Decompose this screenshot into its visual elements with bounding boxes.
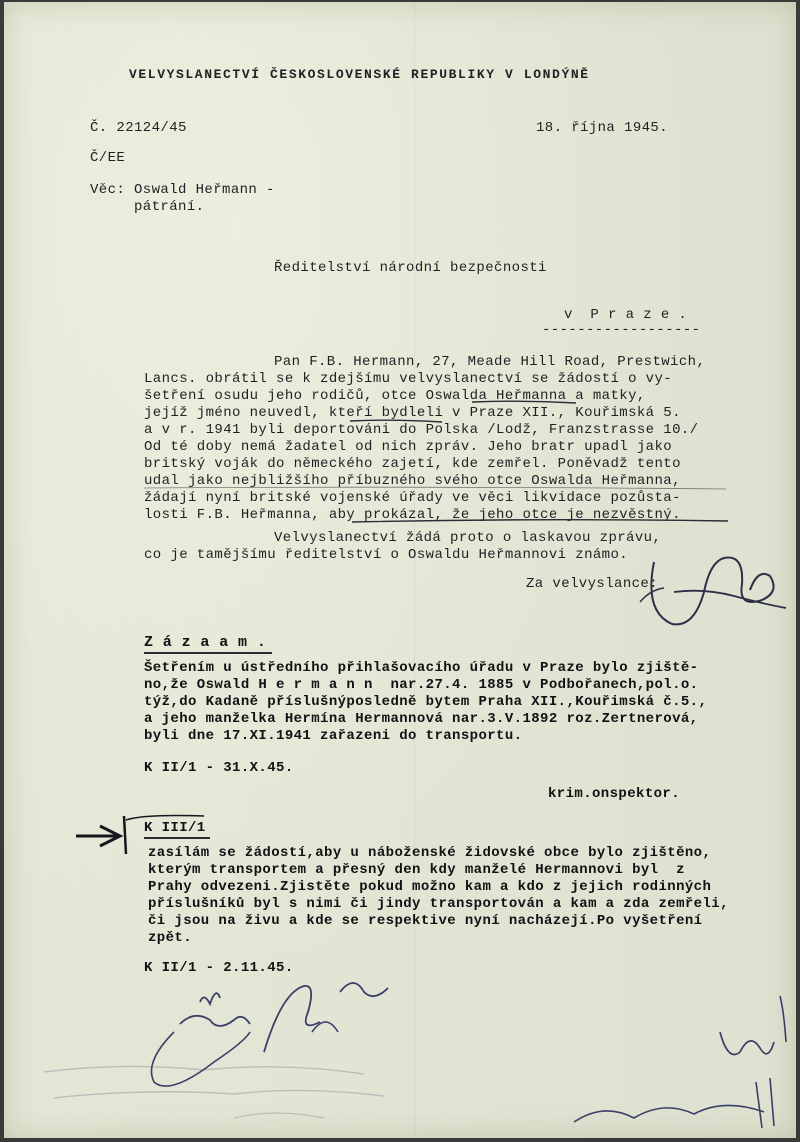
forward-line: zpět. — [148, 930, 193, 946]
city-rule: ------------------ — [542, 322, 701, 338]
record-line: a jeho manželka Hermína Hermannová nar.3.V.1892 roz.Zertnerová, — [144, 711, 699, 727]
request-line: co je tamějšímu ředitelství o Oswaldu Heřmannovi známo. — [144, 547, 629, 563]
body-line: Lancs. obrátil se k zdejšímu velvyslanectví se žádostí o vy- — [144, 371, 673, 387]
document-page — [4, 2, 796, 1138]
body-line: Od té doby nemá žadatel od nich zpráv. Jeho bratr upadl jako — [144, 439, 673, 455]
body-line: britský voják do německého zajetí, kde zemřel. Poněvadž tento — [144, 456, 681, 472]
body-line: udal jako nejbližšího příbuzného svého otce Oswalda Heřmanna, — [144, 473, 681, 489]
body-line: losti F.B. Heřmanna, aby prokázal, že jeho otce je nezvěstný. — [144, 507, 681, 523]
request-line: Velvyslanectví žádá proto o laskavou zprávu, — [274, 530, 662, 546]
recipient: Ředitelství národní bezpečnosti — [274, 260, 547, 276]
signature-role: krim.onspektor. — [548, 786, 681, 802]
record-line: týž,do Kadaně příslušnýposledně bytem Praha XII.,Kouřimská č.5., — [144, 694, 708, 710]
embassy-header: VELVYSLANECTVÍ ČESKOSLOVENSKÉ REPUBLIKY V LONDÝNĚ — [129, 67, 590, 82]
forward-line: příslušníků byl s nimi či jindy transportován a kam a zda zemřeli, — [148, 896, 729, 912]
handwritten-signatures — [4, 2, 796, 1138]
body-line: jejíž jméno neuvedl, kteří bydleli v Praze XII., Kouřimská 5. — [144, 405, 681, 421]
body-line: a v r. 1941 byli deportováni do Polska /Lodž, Franzstrasse 10./ — [144, 422, 699, 438]
letter-date: 18. října 1945. — [536, 120, 669, 136]
body-line: žádají nyní britské vojenské úřady ve věci likvidace pozůsta- — [144, 490, 681, 506]
forward-line: zasílám se žádostí,aby u náboženské židovské obce bylo zjištěno, — [148, 845, 712, 861]
subject-line-2: pátrání. — [90, 199, 205, 215]
body-line: šetření osudu jeho rodičů, otce Oswalda Heřmanna a matky, — [144, 388, 646, 404]
reference-code: Č/EE — [90, 150, 126, 166]
record-line: no,že Oswald H e r m a n n nar.27.4. 1885 v Podbořanech,pol.o. — [144, 677, 699, 693]
record-line: Šetřením u ústředního přihlašovacího úřadu v Praze bylo zjiště- — [144, 660, 699, 676]
forward-ref: K III/1 — [144, 820, 206, 836]
forward-line: Prahy odvezeni.Zjistěte pokud možno kam a kdo z jejich rodinných — [148, 879, 712, 895]
recipient-city: v P r a z e . — [564, 307, 688, 323]
forward-line: či jsou na živu a kde se respektive nyní nacházejí.Po vyšetření — [148, 913, 703, 929]
record-ref: K II/1 - 31.X.45. — [144, 760, 294, 776]
subject-line-1: Věc: Oswald Heřmann - — [90, 182, 275, 198]
reference-number: Č. 22124/45 — [90, 120, 187, 136]
forward-ref-2: K II/1 - 2.11.45. — [144, 960, 294, 976]
body-line: Pan F.B. Hermann, 27, Meade Hill Road, Prestwich, — [274, 354, 706, 370]
record-line: byli dne 17.XI.1941 zařazeni do transportu. — [144, 728, 523, 744]
record-title: Z á z a a m . — [144, 634, 267, 651]
closing: Za velvyslance: — [526, 576, 659, 592]
forward-line: kterým transportem a přesný den kdy manželé Hermannovi byl z — [148, 862, 685, 878]
